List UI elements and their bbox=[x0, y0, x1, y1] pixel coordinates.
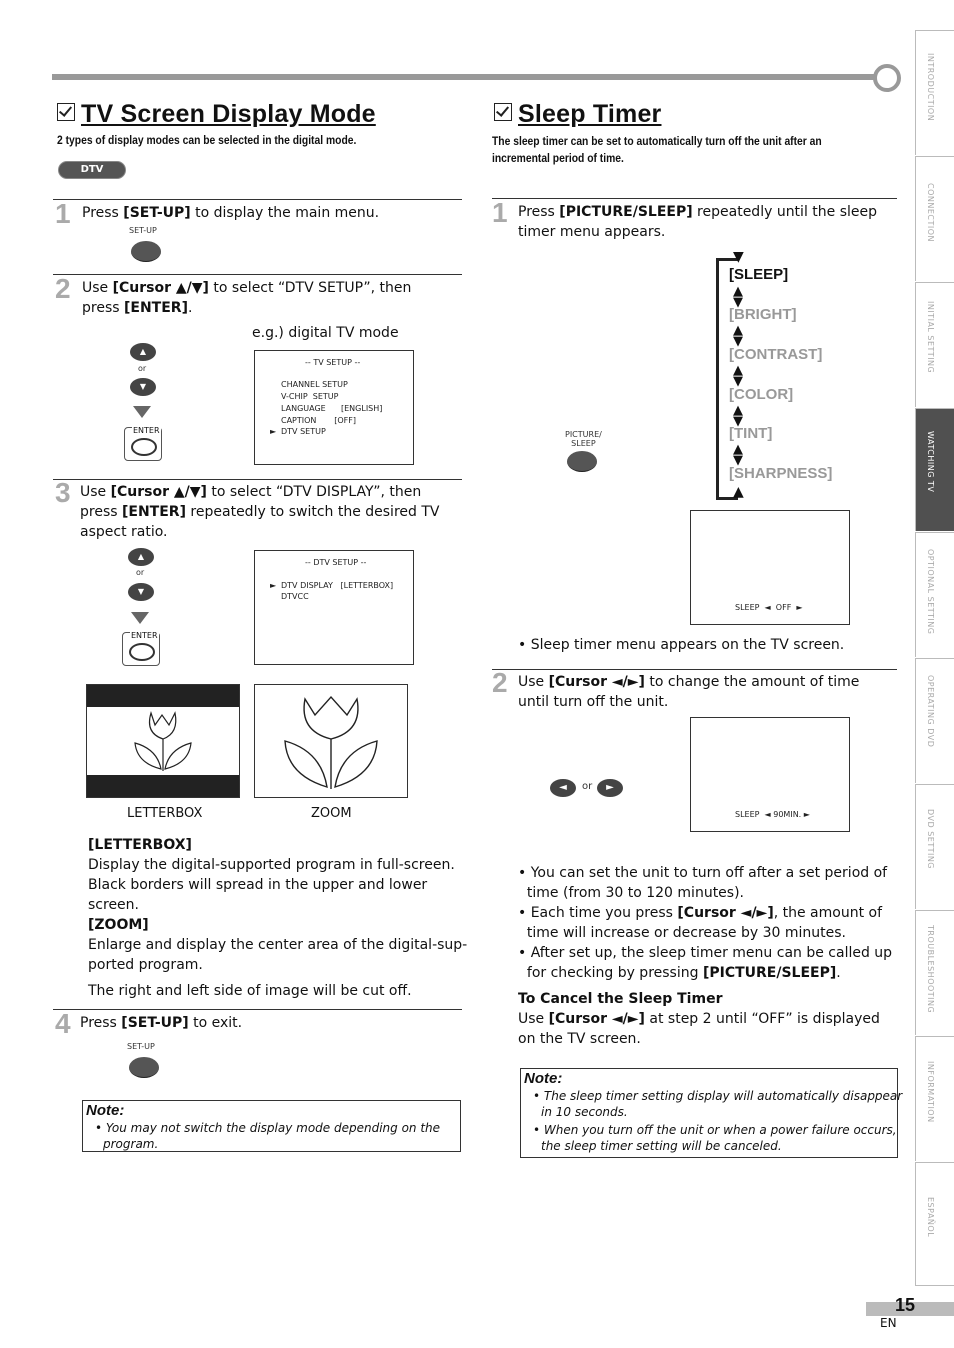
right-note bbox=[520, 1068, 903, 1158]
arrow-down-icon: ▼ bbox=[733, 249, 744, 265]
left-note bbox=[82, 1100, 461, 1152]
divider bbox=[53, 1009, 462, 1010]
menu-cycle-line bbox=[716, 258, 719, 500]
cursor-up-button[interactable]: ▲ bbox=[128, 548, 154, 566]
tab-initial-setting[interactable]: INITIAL SETTING bbox=[915, 282, 954, 407]
sleep-screen-off bbox=[690, 510, 850, 625]
enter-button[interactable] bbox=[122, 632, 160, 666]
cursor-down-button[interactable]: ▼ bbox=[130, 378, 156, 396]
menu-item-contrast: [CONTRAST] bbox=[729, 346, 823, 363]
menu-item-sleep: [SLEEP] bbox=[729, 266, 789, 283]
step-number: 2 bbox=[492, 667, 508, 698]
letterbox-heading: [LETTERBOX] bbox=[88, 837, 192, 853]
letterbox-text: Display the digital-supported program in full-screen. Black borders will spread in the upper and lower screen. bbox=[88, 857, 455, 913]
cursor-icon: ► bbox=[270, 427, 277, 436]
letterbox-caption: LETTERBOX bbox=[127, 806, 203, 821]
sleep-bullet1: • Sleep timer menu appears on the TV screen. bbox=[518, 637, 845, 653]
divider bbox=[492, 669, 897, 670]
tab-operating-dvd[interactable]: OPERATING DVD bbox=[915, 658, 954, 783]
updown-arrow-icon: ▲ ▼ bbox=[733, 403, 743, 429]
tab-introduction[interactable]: INTRODUCTION bbox=[915, 30, 954, 155]
checkbox-icon bbox=[494, 103, 512, 121]
tv-screen-title: TV Screen Display Mode bbox=[57, 100, 376, 129]
step-number: 1 bbox=[492, 197, 508, 228]
tab-dvd-setting[interactable]: DVD SETTING bbox=[915, 784, 954, 909]
note-line: • You may not switch the display mode depending on the bbox=[95, 1121, 441, 1135]
step1-text: Press [SET-UP] to display the main menu. bbox=[82, 205, 380, 221]
letterbox-image bbox=[86, 684, 240, 798]
tab-espanol[interactable]: ESPAÑOL bbox=[915, 1162, 954, 1286]
dtv-badge: DTV bbox=[58, 161, 126, 179]
cursor-right-button[interactable]: ► bbox=[597, 779, 623, 797]
sleep-osd: SLEEP ◄ 90MIN. ► bbox=[735, 810, 810, 819]
screen-title: -- DTV SETUP -- bbox=[305, 558, 367, 567]
zoom-heading: [ZOOM] bbox=[88, 917, 149, 933]
tulip-icon bbox=[87, 685, 239, 797]
step2-text: Use [Cursor ▲/▼] to select “DTV SETUP”, then press [ENTER]. bbox=[82, 280, 412, 316]
menu-item-sharpness: [SHARPNESS] bbox=[729, 465, 833, 482]
screen-line: V-CHIP SETUP bbox=[281, 392, 339, 401]
picture-sleep-button[interactable] bbox=[567, 451, 597, 472]
zoom-text: Enlarge and display the center area of the digital-sup- ported program. bbox=[88, 937, 468, 973]
sleep-screen-90 bbox=[690, 717, 850, 832]
note-line: program. bbox=[103, 1137, 159, 1151]
or-label: or bbox=[136, 568, 145, 577]
sleep-osd: SLEEP ◄ OFF ► bbox=[735, 603, 803, 612]
picture-sleep-label: PICTURE/ SLEEP bbox=[565, 430, 602, 448]
screen-line: DTV DISPLAY [LETTERBOX] bbox=[281, 581, 394, 590]
setup-button[interactable] bbox=[131, 241, 161, 262]
checkbox-icon bbox=[57, 103, 75, 121]
updown-arrow-icon: ▲ ▼ bbox=[733, 284, 743, 310]
note-line: • The sleep timer setting display will automatically disappear bbox=[533, 1089, 903, 1103]
sleep-step1-text: Press [PICTURE/SLEEP] repeatedly until the sleep timer menu appears. bbox=[518, 204, 878, 240]
menu-item-tint: [TINT] bbox=[729, 425, 773, 442]
arrow-down-icon bbox=[133, 406, 151, 418]
menu-item-bright: [BRIGHT] bbox=[729, 306, 797, 323]
note-title: Note: bbox=[86, 1102, 125, 1119]
tab-optional-setting[interactable]: OPTIONAL SETTING bbox=[915, 532, 954, 657]
updown-arrow-icon: ▲ ▼ bbox=[733, 442, 743, 468]
arrow-up-icon: ▲ bbox=[733, 484, 744, 500]
step4-text: Press [SET-UP] to exit. bbox=[80, 1015, 243, 1031]
screen-line: LANGUAGE [ENGLISH] bbox=[281, 404, 383, 413]
screen-line: DTVCC bbox=[281, 592, 309, 601]
step3-text: Use [Cursor ▲/▼] to select “DTV DISPLAY”, then press [ENTER] repeatedly to switch the desired TV aspect ratio. bbox=[80, 484, 440, 540]
sleep-step2-text: Use [Cursor ◄/►] to change the amount of time until turn off the unit. bbox=[518, 674, 860, 710]
or-label: or bbox=[138, 364, 147, 373]
divider bbox=[53, 479, 462, 480]
header-bar bbox=[52, 74, 878, 80]
updown-arrow-icon: ▲ ▼ bbox=[733, 363, 743, 389]
updown-arrow-icon: ▲ ▼ bbox=[733, 323, 743, 349]
enter-label: ENTER bbox=[133, 426, 160, 435]
sleep-timer-subtitle: The sleep timer can be set to automatically turn off the unit after an incremental period of time. bbox=[492, 134, 822, 165]
sleep-timer-title: Sleep Timer bbox=[494, 100, 661, 129]
cursor-down-button[interactable]: ▼ bbox=[128, 583, 154, 601]
divider bbox=[492, 198, 897, 199]
step-number: 4 bbox=[55, 1008, 71, 1039]
cursor-up-button[interactable]: ▲ bbox=[130, 343, 156, 361]
screen-line: CAPTION [OFF] bbox=[281, 416, 356, 425]
step-number: 3 bbox=[55, 477, 71, 508]
sleep-bullets: • You can set the unit to turn off after a set period of time (from 30 to 120 minutes). • Each time you press [Cursor ◄/►], the amount of time will increase or decrease by 30 minutes. • After set up, the sleep timer menu can be called up for checking by pressing [PICTURE/SLEEP]. bbox=[518, 865, 893, 981]
step-number: 2 bbox=[55, 273, 71, 304]
screen-line: DTV SETUP bbox=[281, 427, 326, 436]
screen-line: CHANNEL SETUP bbox=[281, 380, 348, 389]
note-line: the sleep timer setting will be canceled. bbox=[541, 1139, 782, 1153]
eg-label: e.g.) digital TV mode bbox=[252, 325, 399, 341]
cancel-title: To Cancel the Sleep Timer bbox=[518, 991, 723, 1007]
header-circle bbox=[873, 64, 901, 92]
cursor-left-button[interactable]: ◄ bbox=[550, 779, 576, 797]
setup-button-label: SET-UP bbox=[129, 226, 157, 235]
tv-setup-screen bbox=[254, 350, 414, 465]
screen-title: -- TV SETUP -- bbox=[305, 358, 361, 367]
zoom-caption: ZOOM bbox=[311, 806, 352, 821]
tab-connection[interactable]: CONNECTION bbox=[915, 156, 954, 281]
note-title: Note: bbox=[524, 1070, 563, 1087]
note-line: in 10 seconds. bbox=[541, 1105, 628, 1119]
tab-information[interactable]: INFORMATION bbox=[915, 1036, 954, 1161]
or-label: or bbox=[582, 781, 593, 792]
cancel-text: Use [Cursor ◄/►] at step 2 until “OFF” is displayed on the TV screen. bbox=[518, 1011, 880, 1047]
tv-screen-subtitle: 2 types of display modes can be selected in the digital mode. bbox=[57, 133, 357, 147]
enter-button[interactable] bbox=[124, 427, 162, 461]
setup-button[interactable] bbox=[129, 1057, 159, 1078]
dtv-setup-screen bbox=[254, 550, 414, 665]
menu-item-color: [COLOR] bbox=[729, 386, 794, 403]
divider bbox=[53, 274, 462, 275]
tab-troubleshooting[interactable]: TROUBLESHOOTING bbox=[915, 910, 954, 1035]
tab-watching-tv[interactable]: WATCHING TV bbox=[915, 408, 954, 531]
zoom-image bbox=[254, 684, 408, 798]
arrow-down-icon bbox=[131, 612, 149, 624]
page-number: 15 bbox=[895, 1295, 916, 1315]
page-lang: EN bbox=[880, 1316, 897, 1330]
zoom-note: The right and left side of image will be cut off. bbox=[88, 983, 412, 999]
cursor-icon: ► bbox=[270, 581, 277, 590]
note-line: • When you turn off the unit or when a power failure occurs, bbox=[533, 1123, 897, 1137]
divider bbox=[53, 199, 462, 200]
tulip-icon bbox=[255, 685, 407, 797]
enter-label: ENTER bbox=[131, 631, 158, 640]
setup-button-label: SET-UP bbox=[127, 1042, 155, 1051]
step-number: 1 bbox=[55, 198, 71, 229]
